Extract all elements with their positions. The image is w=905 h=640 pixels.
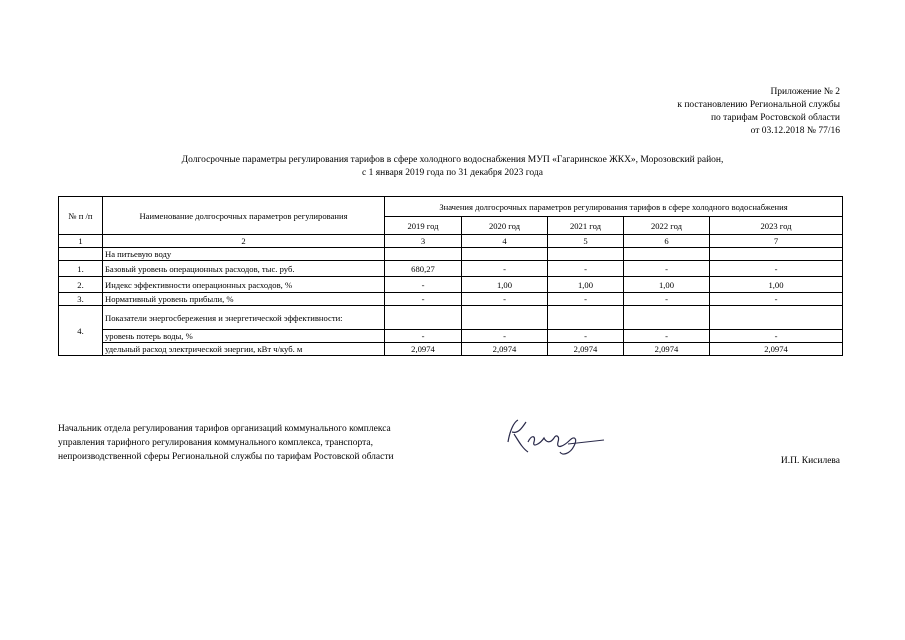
- appendix-line: от 03.12.2018 № 77/16: [750, 126, 840, 136]
- header-number-cell: № п /п: [59, 197, 103, 235]
- title-line: с 1 января 2019 года по 31 декабря 2023 года: [362, 168, 543, 178]
- value-cell: -: [385, 330, 462, 343]
- parameters-table: [58, 196, 843, 356]
- year-cell: 2021 год: [548, 217, 624, 235]
- value-cell: 2,0974: [462, 343, 548, 356]
- value-cell: -: [710, 293, 843, 306]
- signatory-position: [58, 422, 394, 464]
- section-label: На питьевую воду: [103, 248, 385, 261]
- year-cell: 2019 год: [385, 217, 462, 235]
- table-subrow: [59, 343, 843, 356]
- year-cell: 2022 год: [624, 217, 710, 235]
- row-number: 4.: [59, 306, 103, 356]
- value-cell: 1,00: [548, 277, 624, 293]
- index-cell: 4: [462, 235, 548, 248]
- value-cell: -: [710, 261, 843, 277]
- row-name: удельный расход электрической энергии, кВт ч/куб. м: [103, 343, 385, 356]
- index-cell: 2: [103, 235, 385, 248]
- value-cell: 2,0974: [548, 343, 624, 356]
- table-row: [59, 306, 843, 330]
- row-name: уровень потерь воды, %: [103, 330, 385, 343]
- row-name: Индекс эффективности операционных расходов, %: [103, 277, 385, 293]
- row-number: 3.: [59, 293, 103, 306]
- appendix-line: Приложение № 2: [770, 87, 840, 97]
- appendix-line: к постановлению Региональной службы: [677, 100, 840, 110]
- header-name-cell: Наименование долгосрочных параметров регулирования: [103, 197, 385, 235]
- row-number: 1.: [59, 261, 103, 277]
- year-cell: 2020 год: [462, 217, 548, 235]
- value-cell: 680,27: [385, 261, 462, 277]
- year-cell: 2023 год: [710, 217, 843, 235]
- value-cell: 1,00: [462, 277, 548, 293]
- header-values-cell: Значения долгосрочных параметров регулирования тарифов в сфере холодного водоснабжения: [385, 197, 843, 217]
- position-line: Начальник отдела регулирования тарифов организаций коммунального комплекса: [58, 424, 391, 434]
- document-title: [0, 154, 905, 180]
- value-cell: 2,0974: [385, 343, 462, 356]
- index-cell: 7: [710, 235, 843, 248]
- table-row: [59, 293, 843, 306]
- value-cell: -: [624, 293, 710, 306]
- index-cell: 6: [624, 235, 710, 248]
- appendix-line: по тарифам Ростовской области: [710, 113, 840, 123]
- value-cell: -: [462, 330, 548, 343]
- value-cell: -: [624, 330, 710, 343]
- handwritten-signature: [500, 412, 610, 460]
- row-number: 2.: [59, 277, 103, 293]
- index-cell: 5: [548, 235, 624, 248]
- value-cell: 1,00: [624, 277, 710, 293]
- table-row: [59, 277, 843, 293]
- column-index-row: [59, 235, 843, 248]
- row-name: Нормативный уровень прибыли, %: [103, 293, 385, 306]
- row-name: Показатели энергосбережения и энергетической эффективности:: [103, 306, 385, 330]
- row-name: Базовый уровень операционных расходов, тыс. руб.: [103, 261, 385, 277]
- value-cell: -: [548, 293, 624, 306]
- value-cell: 1,00: [710, 277, 843, 293]
- value-cell: -: [548, 261, 624, 277]
- value-cell: -: [385, 293, 462, 306]
- value-cell: -: [462, 293, 548, 306]
- position-line: непроизводственной сферы Региональной службы по тарифам Ростовской области: [58, 452, 394, 462]
- signer-name: И.П. Кисилева: [780, 456, 840, 466]
- table-row: [59, 261, 843, 277]
- value-cell: 2,0974: [624, 343, 710, 356]
- index-cell: 1: [59, 235, 103, 248]
- value-cell: -: [624, 261, 710, 277]
- position-line: управления тарифного регулирования коммунального комплекса, транспорта,: [58, 438, 373, 448]
- value-cell: 2,0974: [710, 343, 843, 356]
- table-subrow: [59, 330, 843, 343]
- value-cell: -: [462, 261, 548, 277]
- value-cell: -: [385, 277, 462, 293]
- section-row: [59, 248, 843, 261]
- title-line: Долгосрочные параметры регулирования тарифов в сфере холодного водоснабжения МУП «Гагаринское ЖКХ», Морозовский район,: [181, 155, 724, 165]
- index-cell: 3: [385, 235, 462, 248]
- value-cell: -: [548, 330, 624, 343]
- appendix-header: [677, 86, 840, 138]
- value-cell: -: [710, 330, 843, 343]
